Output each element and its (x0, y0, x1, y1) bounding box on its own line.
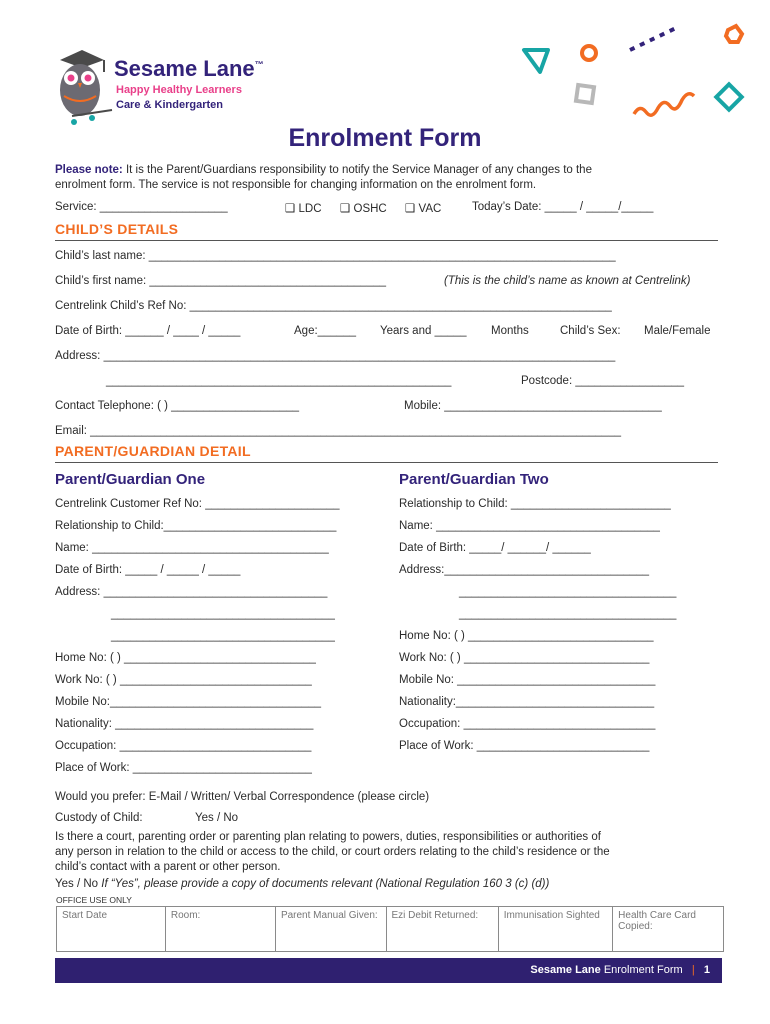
mobile-field[interactable]: Mobile: __________________________________ (404, 400, 662, 412)
parent-one-name-field[interactable]: Name: _____________________________________ (55, 542, 329, 554)
parent-two-fields (399, 498, 719, 762)
child-first-name-field[interactable]: Child’s first name: _____________________________________ (55, 275, 387, 287)
child-age-months-label: Months (491, 325, 529, 337)
vac-checkbox[interactable]: ❑ VAC (405, 203, 442, 215)
parent-two-dob-field[interactable]: Date of Birth: _____/ ______/ ______ (399, 542, 591, 554)
square-icon (576, 85, 594, 103)
child-last-name-field[interactable]: Child’s last name: _________________________________________________________________________ (55, 250, 616, 262)
decorative-shapes (510, 10, 770, 130)
section-divider (55, 462, 718, 463)
ldc-checkbox[interactable]: ❑ LDC (285, 203, 322, 215)
footer-bar (55, 958, 722, 983)
child-first-name-note: (This is the child’s name as known at Centrelink) (444, 275, 691, 287)
dashed-line-icon (630, 28, 676, 50)
parent-two-relationship-field[interactable]: Relationship to Child: _________________________ (399, 498, 671, 510)
office-ezi-debit-cell[interactable]: Ezi Debit Returned: (386, 907, 498, 952)
correspondence-preference[interactable]: Would you prefer: E-Mail / Written/ Verbal Correspondence (please circle) (55, 791, 430, 803)
court-question-line3: child’s contact with a parent or other person. (55, 861, 281, 873)
parent-two-address-line3[interactable]: __________________________________ (459, 608, 677, 620)
note-line1: It is the Parent/Guardians responsibility to notify the Service Manager of any changes to the (125, 164, 592, 176)
footer-page-number: 1 (703, 964, 710, 976)
footer-doc-name: Enrolment Form (603, 964, 683, 976)
parent-one-address-field[interactable]: Address: ___________________________________ (55, 586, 328, 598)
brand-name: Sesame Lane (114, 56, 255, 81)
section-title-child-details: CHILD’S DETAILS (55, 221, 179, 237)
trademark: ™ (254, 59, 264, 70)
office-use-label: OFFICE USE ONLY (56, 895, 132, 905)
email-field[interactable]: Email: ___________________________________________________________________________________ (55, 425, 621, 437)
parent-two-home-no-field[interactable]: Home No: ( ) _____________________________ (399, 630, 654, 642)
squiggle-icon (634, 94, 694, 115)
brand-tagline: Happy Healthy Learners (116, 84, 242, 96)
child-dob-field[interactable]: Date of Birth: ______ / ____ / _____ (55, 325, 241, 337)
triangle-icon (524, 50, 548, 72)
parent-one-address-line2[interactable]: ___________________________________ (111, 608, 335, 620)
parent-one-fields (55, 498, 385, 784)
child-age-field[interactable]: Age:______ (294, 325, 357, 337)
parent-one-work-no-field[interactable]: Work No: ( ) ______________________________ (55, 674, 312, 686)
office-use-table (56, 906, 724, 952)
note-line2: enrolment form. The service is not responsible for changing information on the enrolment form. (55, 179, 537, 191)
office-room-cell[interactable]: Room: (165, 907, 275, 952)
footer-brand: Sesame Lane (530, 964, 601, 976)
parent-one-dob-field[interactable]: Date of Birth: _____ / _____ / _____ (55, 564, 241, 576)
parent-two-work-no-field[interactable]: Work No: ( ) _____________________________ (399, 652, 650, 664)
circle-icon (582, 46, 596, 60)
office-start-date-cell[interactable]: Start Date (57, 907, 166, 952)
page-title: Enrolment Form (288, 124, 482, 152)
parent-two-occupation-field[interactable]: Occupation: ______________________________ (399, 718, 656, 730)
parent-one-home-no-field[interactable]: Home No: ( ) ______________________________ (55, 652, 316, 664)
court-question-line1: Is there a court, parenting order or parenting plan relating to powers, duties, responsibilities or authorities of (55, 831, 601, 843)
custody-field[interactable]: Yes / No (195, 812, 239, 824)
parent-two-address-line2[interactable]: __________________________________ (459, 586, 677, 598)
parent-one-address-line3[interactable]: ___________________________________ (111, 630, 335, 642)
court-instruction: If “Yes”, please provide a copy of documents relevant (National Regulation 160 3 (c) (d)) (101, 878, 550, 890)
logo (52, 46, 282, 126)
office-health-care-card-cell[interactable]: Health Care Card Copied: (613, 907, 724, 952)
parent-one-mobile-field[interactable]: Mobile No:_________________________________ (55, 696, 322, 708)
court-question-line2: any person in relation to the child or access to the child, or court orders relating to the child’s residence or the (55, 846, 610, 858)
parent-one-nationality-field[interactable]: Nationality: _______________________________ (55, 718, 314, 730)
oshc-checkbox[interactable]: ❑ OSHC (340, 203, 387, 215)
parent-two-title: Parent/Guardian Two (399, 471, 549, 488)
owl-mascot-icon (52, 46, 114, 126)
parent-two-nationality-field[interactable]: Nationality:_______________________________ (399, 696, 655, 708)
court-answer-field[interactable]: Yes / No (55, 878, 99, 890)
brand-subtagline: Care & Kindergarten (116, 99, 223, 111)
parent-one-title: Parent/Guardian One (55, 471, 206, 488)
parent-two-name-field[interactable]: Name: ___________________________________ (399, 520, 660, 532)
parent-one-centrelink-ref-field[interactable]: Centrelink Customer Ref No: _____________________ (55, 498, 340, 510)
service-field[interactable]: Service: ____________________ (55, 201, 228, 213)
centrelink-child-ref-field[interactable]: Centrelink Child’s Ref No: __________________________________________________________________ (55, 300, 612, 312)
child-address-field[interactable]: Address: ________________________________________________________________________________ (55, 350, 616, 362)
child-postcode-field[interactable]: Postcode: _________________ (521, 375, 685, 387)
section-divider (55, 240, 718, 241)
parent-one-occupation-field[interactable]: Occupation: ______________________________ (55, 740, 312, 752)
office-parent-manual-cell[interactable]: Parent Manual Given: (275, 907, 386, 952)
todays-date-field[interactable]: Today’s Date: _____ / _____/_____ (472, 201, 654, 213)
child-sex-label: Child’s Sex: (560, 325, 621, 337)
parent-two-mobile-field[interactable]: Mobile No: _______________________________ (399, 674, 656, 686)
parent-two-address-field[interactable]: Address:________________________________ (399, 564, 650, 576)
custody-label: Custody of Child: (55, 812, 143, 824)
footer-separator: | (691, 964, 695, 976)
child-sex-field[interactable]: Male/Female (644, 325, 711, 337)
child-age-years[interactable]: Years and _____ (380, 325, 467, 337)
parent-one-relationship-field[interactable]: Relationship to Child:___________________________ (55, 520, 337, 532)
parent-two-place-of-work-field[interactable]: Place of Work: ___________________________ (399, 740, 650, 752)
section-title-parent-guardian: PARENT/GUARDIAN DETAIL (55, 443, 251, 459)
contact-telephone-field[interactable]: Contact Telephone: ( ) ____________________ (55, 400, 300, 412)
diamond-icon (716, 84, 741, 109)
note-label: Please note: (55, 164, 123, 176)
hexagon-icon (726, 26, 742, 42)
office-immunisation-cell[interactable]: Immunisation Sighted (498, 907, 612, 952)
child-address-line2[interactable]: ______________________________________________________ (106, 375, 452, 387)
parent-one-place-of-work-field[interactable]: Place of Work: ____________________________ (55, 762, 312, 774)
